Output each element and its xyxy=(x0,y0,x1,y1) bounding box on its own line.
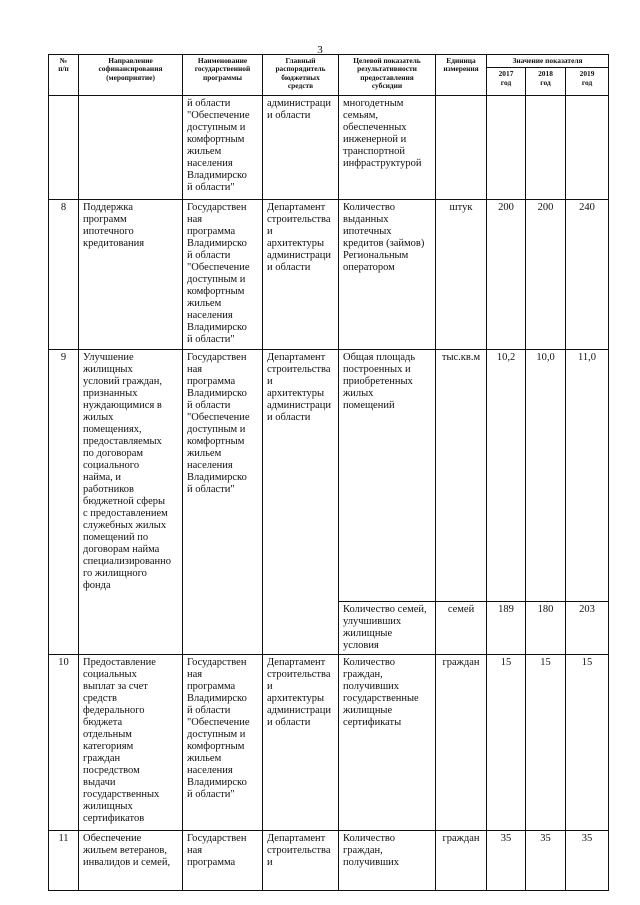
cell-2017: 10,2 xyxy=(487,350,526,602)
cell-2019: 203 xyxy=(566,602,609,655)
cell-2017: 35 xyxy=(487,831,526,891)
cell-unit: тыс.кв.м xyxy=(436,350,487,602)
header-program: Наименование государственной программы xyxy=(183,55,263,96)
table-row-11 xyxy=(49,831,609,891)
table-row-9 xyxy=(49,350,609,602)
cell-num: 10 xyxy=(49,655,79,831)
cell-2017 xyxy=(487,96,526,200)
cell-unit: семей xyxy=(436,602,487,655)
header-num: № п/п xyxy=(49,55,79,96)
cell-indicator: Количество семей, улучшивших жилищные условия xyxy=(339,602,436,655)
header-value-group: Значение показателя xyxy=(487,55,609,68)
cell-program: Государствен ная программа xyxy=(183,831,263,891)
header-indicator: Целевой показатель результативности предоставления субсидии xyxy=(339,55,436,96)
cell-2017: 189 xyxy=(487,602,526,655)
header-2017: 2017 год xyxy=(487,68,526,96)
cell-manager: Департамент строительства и xyxy=(263,831,339,891)
cell-program: Государствен ная программа Владимирско й области "Обеспечение доступным и комфортным жильем населения Владимирско й области" xyxy=(183,655,263,831)
table-row-continuation xyxy=(49,96,609,200)
header-2018: 2018 год xyxy=(526,68,566,96)
cell-direction-cont xyxy=(79,602,183,655)
cell-direction: Поддержка программ ипотечного кредитования xyxy=(79,200,183,350)
header-manager: Главный распорядитель бюджетных средств xyxy=(263,55,339,96)
cell-unit: граждан xyxy=(436,831,487,891)
cell-indicator: Общая площадь построенных и приобретенных жилых помещений xyxy=(339,350,436,602)
cell-num xyxy=(49,96,79,200)
cell-num: 9 xyxy=(49,350,79,655)
cell-indicator: Количество граждан, получивших xyxy=(339,831,436,891)
cell-unit xyxy=(436,96,487,200)
cell-direction: Предоставление социальных выплат за счет средств федерального бюджета отдельным категориям граждан посредством выдачи государственных жилищных сертификатов xyxy=(79,655,183,831)
cell-2017: 15 xyxy=(487,655,526,831)
cell-indicator: Количество выданных ипотечных кредитов (займов) Региональным оператором xyxy=(339,200,436,350)
cell-program: й области "Обеспечение доступным и комфортным жильем населения Владимирско й области" xyxy=(183,96,263,200)
cell-2018: 200 xyxy=(526,200,566,350)
cell-2018: 180 xyxy=(526,602,566,655)
cell-manager: Департамент строительства и архитектуры администраци и области xyxy=(263,655,339,831)
cell-2019 xyxy=(566,96,609,200)
page-number: 3 xyxy=(317,44,323,56)
cell-unit: штук xyxy=(436,200,487,350)
cell-2017: 200 xyxy=(487,200,526,350)
table-row-8 xyxy=(49,200,609,350)
cell-num: 11 xyxy=(49,831,79,891)
cell-manager: администраци и области xyxy=(263,96,339,200)
cell-indicator: Количество граждан, получивших государственные жилищные сертификаты xyxy=(339,655,436,831)
cell-2019: 15 xyxy=(566,655,609,831)
cell-manager: Департамент строительства и архитектуры администраци и области xyxy=(263,200,339,350)
cell-manager-cont xyxy=(263,602,339,655)
cell-2018 xyxy=(526,96,566,200)
cell-num: 8 xyxy=(49,200,79,350)
header-unit: Единица измерения xyxy=(436,55,487,96)
cell-2018: 10,0 xyxy=(526,350,566,602)
cell-program: Государствен ная программа Владимирско й области "Обеспечение доступным и комфортным жильем населения Владимирско й области" xyxy=(183,350,263,602)
header-2019: 2019 год xyxy=(566,68,609,96)
cell-manager: Департамент строительства и архитектуры администраци и области xyxy=(263,350,339,602)
table-row-10 xyxy=(49,655,609,831)
indicators-table xyxy=(48,54,609,891)
cell-unit: граждан xyxy=(436,655,487,831)
cell-indicator: многодетным семьям, обеспеченных инженерной и транспортной инфраструктурой xyxy=(339,96,436,200)
cell-program: Государствен ная программа Владимирско й области "Обеспечение доступным и комфортным жильем населения Владимирско й области" xyxy=(183,200,263,350)
cell-2019: 240 xyxy=(566,200,609,350)
header-row xyxy=(49,55,609,68)
cell-2018: 35 xyxy=(526,831,566,891)
cell-direction: Улучшение жилищных условий граждан, признанных нуждающимися в жилых помещениях, предоставляемых по договорам социального найма, и работников бюджетной сферы с предоставлением служебных жилых помещений по договорам найма специализированно го жилищного фонда xyxy=(79,350,183,602)
cell-2018: 15 xyxy=(526,655,566,831)
cell-2019: 35 xyxy=(566,831,609,891)
cell-program-cont xyxy=(183,602,263,655)
table-row-9b xyxy=(49,602,609,655)
header-direction: Направление софинансирования (мероприятие) xyxy=(79,55,183,96)
cell-2019: 11,0 xyxy=(566,350,609,602)
cell-direction: Обеспечение жильем ветеранов, инвалидов и семей, xyxy=(79,831,183,891)
cell-direction xyxy=(79,96,183,200)
